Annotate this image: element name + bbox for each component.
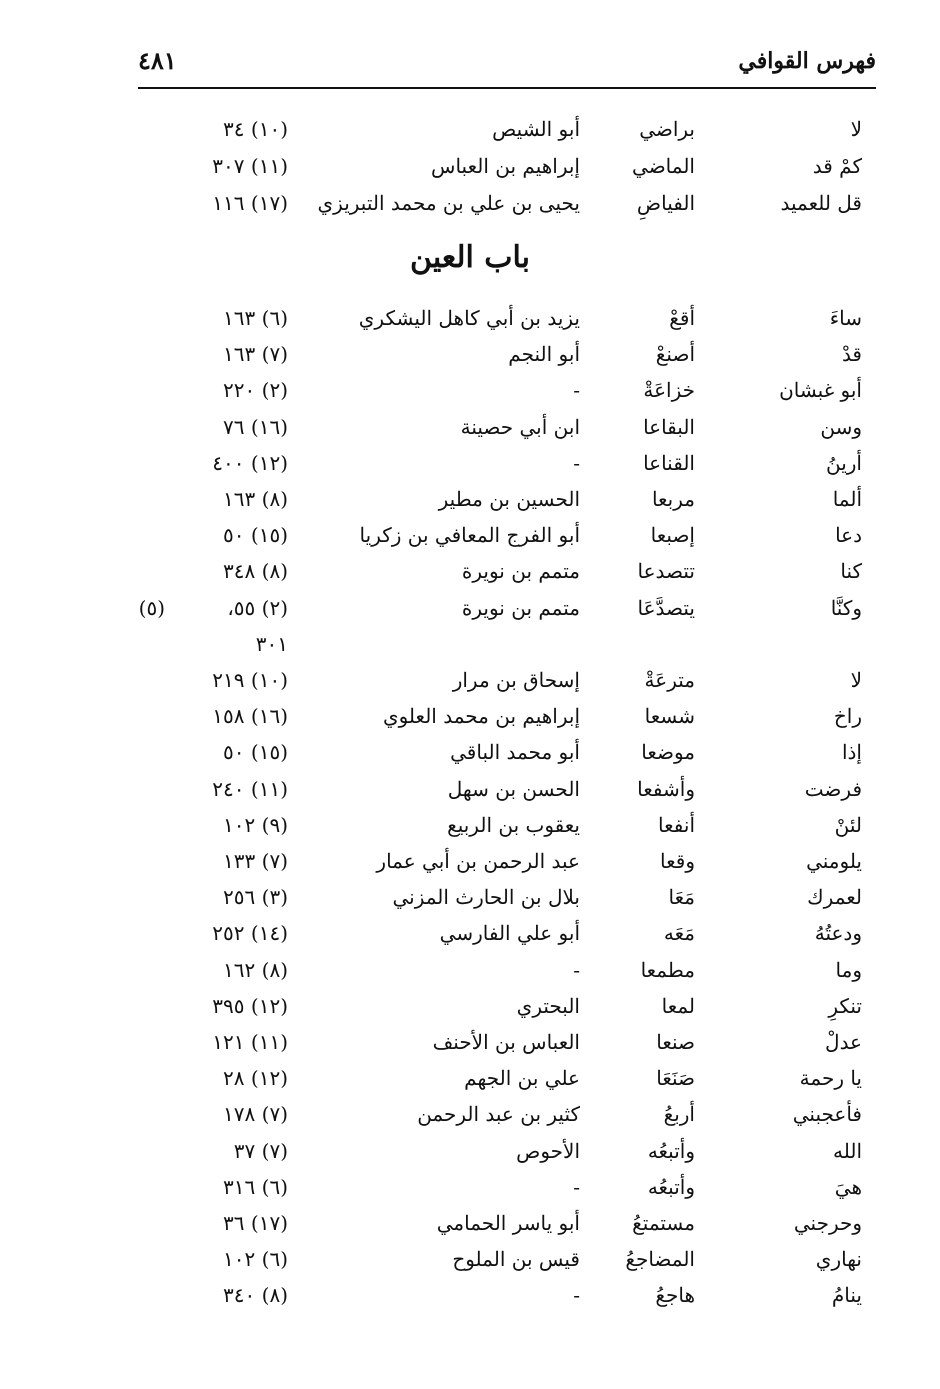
first-word: تنكرِ	[828, 993, 862, 1018]
rhyme-word: مطمعا	[640, 957, 695, 982]
poet-name: متمم بن نويرة	[461, 595, 580, 620]
index-row	[0, 880, 940, 914]
index-row	[0, 112, 940, 146]
page-reference: (٨) ١٦٣	[223, 487, 288, 511]
rhyme-word: صَنَعَا	[656, 1066, 695, 1091]
rhyme-word: خزاعَةْ	[643, 378, 695, 403]
section-title: باب العين	[409, 240, 530, 275]
header-rule	[138, 87, 876, 89]
index-row	[0, 591, 940, 625]
index-row	[0, 1206, 940, 1240]
index-row	[0, 1170, 940, 1204]
first-word: لا	[850, 117, 862, 141]
rhyme-word: القناعا	[643, 450, 695, 475]
page-reference: (٢) ٥٥،	[227, 595, 288, 620]
poet-name: العباس بن الأحنف	[432, 1030, 580, 1054]
page-reference: (٨) ٣٤٨	[223, 559, 288, 584]
rhyme-word: موضعا	[641, 740, 695, 765]
index-row	[0, 916, 940, 950]
page-reference: (٨) ٣٤٠	[223, 1283, 288, 1308]
index-row	[0, 627, 940, 661]
page-reference: (١٠) ٢١٩	[212, 668, 288, 692]
poet-name: أبو النجم	[508, 342, 580, 367]
page-reference: (١١) ٢٤٠	[212, 776, 288, 801]
index-row	[0, 373, 940, 407]
index-row	[0, 844, 940, 878]
page-reference: (١٢) ٢٨	[223, 1066, 288, 1091]
first-word: وكنَّا	[830, 595, 862, 620]
index-row	[0, 772, 940, 806]
rhyme-word: شسعا	[644, 704, 695, 729]
poet-name: بلال بن الحارث المزني	[392, 885, 580, 910]
first-word: وما	[835, 957, 862, 982]
first-word: ينامُ	[831, 1283, 862, 1308]
rhyme-word: مَعَا	[668, 885, 695, 910]
index-row	[0, 301, 940, 335]
page-reference: (٧) ١٦٣	[223, 342, 288, 367]
rhyme-word: براضي	[639, 117, 695, 141]
first-word: لعمرك	[807, 885, 862, 910]
first-word: هيَ	[834, 1174, 862, 1199]
rhyme-word: مستمتعُ	[632, 1211, 695, 1235]
first-word: ساءَ	[829, 306, 862, 330]
first-word: راخ	[833, 704, 862, 729]
first-word: أبو غبشان	[779, 378, 862, 403]
page-number: ٤٨١	[138, 46, 177, 75]
rhyme-word: أربعُ	[663, 1102, 695, 1127]
first-word: قل للعميد	[780, 191, 862, 215]
index-row	[0, 1134, 940, 1168]
first-word: الله	[833, 1138, 862, 1163]
index-row	[0, 518, 940, 552]
poet-name: يعقوب بن الربيع	[447, 812, 580, 837]
page-reference: (٢) ٢٢٠	[223, 378, 288, 403]
rhyme-word: أصنعْ	[655, 342, 695, 367]
page-reference: (٨) ١٦٢	[223, 957, 288, 982]
first-word: وحرجني	[793, 1211, 862, 1235]
poet-name: متمم بن نويرة	[461, 559, 580, 584]
poet-name: ابن أبي حصينة	[460, 414, 580, 439]
index-row	[0, 446, 940, 480]
index-row	[0, 1061, 940, 1095]
rhyme-word: الماضي	[632, 154, 695, 178]
page-reference: (١٦) ٧٦	[223, 414, 288, 439]
rhyme-word: أنفعا	[658, 812, 695, 837]
poet-name: أبو الشيص	[492, 117, 580, 141]
first-word: لا	[850, 668, 862, 692]
poet-name: الحسين بن مطير	[438, 487, 580, 511]
index-row	[0, 410, 940, 444]
poet-name: -	[573, 1174, 580, 1199]
page-reference: (٦) ١٠٢	[223, 1247, 288, 1272]
page-reference: (١٥) ٥٠	[223, 740, 288, 765]
first-word: يا رحمة	[799, 1066, 862, 1091]
first-word: أرينُ	[825, 450, 862, 475]
rhyme-word: تتصدعا	[637, 559, 695, 584]
index-row	[0, 699, 940, 733]
index-row	[0, 482, 940, 516]
poet-name: يحيى بن علي بن محمد التبريزي	[317, 191, 580, 215]
poet-name: -	[573, 450, 580, 475]
page-reference: (٦) ١٦٣	[223, 306, 288, 330]
poet-name: إبراهيم بن العباس	[431, 154, 580, 178]
first-word: دعا	[835, 523, 862, 548]
page-reference: (١٦) ١٥٨	[212, 704, 288, 729]
index-row	[0, 1025, 940, 1059]
first-word: ألما	[832, 487, 862, 511]
index-row	[0, 808, 940, 842]
poet-name: قيس بن الملوح	[452, 1247, 580, 1272]
poet-name: الحسن بن سهل	[447, 776, 580, 801]
poet-name: إسحاق بن مرار	[452, 668, 580, 692]
poet-name: الأحوص	[516, 1138, 580, 1163]
poet-name: -	[573, 378, 580, 403]
first-word: ودعتُهُ	[814, 921, 862, 946]
poet-name: عبد الرحمن بن أبي عمار	[376, 849, 580, 873]
rhyme-word: أقعْ	[669, 306, 695, 330]
page-reference: (٧) ١٧٨	[223, 1102, 288, 1127]
poet-name: أبو محمد الباقي	[450, 740, 580, 765]
first-word: كمْ قد	[812, 154, 862, 178]
index-row	[0, 1097, 940, 1131]
first-word: قدْ	[841, 342, 862, 367]
rhyme-word: الفياضِ	[636, 191, 695, 215]
page-reference: (١٧) ٣٦	[223, 1211, 288, 1235]
first-word: نهاري	[815, 1247, 862, 1272]
poet-name: أبو ياسر الحمامي	[436, 1211, 580, 1235]
page-reference: (٧) ١٣٣	[223, 849, 288, 873]
first-word: وسن	[820, 414, 862, 439]
index-row	[0, 186, 940, 220]
poet-name: يزيد بن أبي كاهل اليشكري	[358, 306, 580, 330]
footnote-marker: (٥)	[138, 595, 165, 620]
poet-name: كثير بن عبد الرحمن	[417, 1102, 580, 1127]
rhyme-word: المضاجعُ	[625, 1247, 695, 1272]
rhyme-word: إصبعا	[650, 523, 695, 548]
first-word: فرضت	[804, 776, 862, 801]
index-row	[0, 554, 940, 588]
poet-name: إبراهيم بن محمد العلوي	[382, 704, 580, 729]
rhyme-word: وأتبعُه	[647, 1174, 695, 1199]
first-word: عدلْ	[825, 1030, 862, 1054]
page-reference: (٩) ١٠٢	[223, 812, 288, 837]
rhyme-word: وأتبعُه	[647, 1138, 695, 1163]
poet-name: علي بن الجهم	[464, 1066, 580, 1091]
poet-name: -	[573, 957, 580, 982]
index-row	[0, 337, 940, 371]
rhyme-word: هاجعُ	[655, 1283, 695, 1308]
index-row	[0, 663, 940, 697]
page-reference: (١٥) ٥٠	[223, 523, 288, 548]
rhyme-word: يتصدَّعَا	[637, 595, 695, 620]
running-title: فهرس القوافي	[738, 48, 876, 74]
rhyme-word: صنعا	[656, 1030, 695, 1054]
index-row	[0, 1278, 940, 1312]
page-reference: (٧) ٣٧	[233, 1138, 288, 1163]
poet-name: أبو الفرج المعافي بن زكريا	[359, 523, 580, 548]
page-reference: (١٤) ٢٥٢	[212, 921, 288, 946]
rhyme-word: مَعَه	[663, 921, 695, 946]
poet-name: البحتري	[516, 993, 580, 1018]
page-reference: (٣) ٢٥٦	[223, 885, 288, 910]
page-reference: (٦) ٣١٦	[223, 1174, 288, 1199]
page-reference: (١١) ٣٠٧	[212, 154, 288, 178]
rhyme-word: وقعا	[660, 849, 695, 873]
page-header	[138, 40, 876, 86]
index-row	[0, 989, 940, 1023]
rhyme-word: لمعا	[661, 993, 695, 1018]
index-row	[0, 149, 940, 183]
page-reference: (١٢) ٤٠٠	[212, 450, 288, 475]
poet-name: أبو علي الفارسي	[439, 921, 580, 946]
first-word: لئنْ	[834, 812, 862, 837]
first-word: يلومني	[806, 849, 862, 873]
first-word: إذا	[841, 740, 862, 765]
rhyme-word: مترعَةْ	[644, 668, 695, 692]
rhyme-word: مربعا	[651, 487, 695, 511]
first-word: فأعجبني	[792, 1102, 862, 1127]
index-row	[0, 1242, 940, 1276]
page-reference: (١٧) ١١٦	[212, 191, 288, 215]
poet-name: -	[573, 1283, 580, 1308]
index-row	[0, 735, 940, 769]
page-reference: ٣٠١	[255, 631, 288, 656]
first-word: كنا	[840, 559, 862, 584]
page-reference: (١٠) ٣٤	[223, 117, 288, 141]
index-row	[0, 953, 940, 987]
rhyme-word: وأشفعا	[637, 776, 695, 801]
page-reference: (١١) ١٢١	[212, 1030, 288, 1054]
page-reference: (١٢) ٣٩٥	[212, 993, 288, 1018]
rhyme-word: البقاعا	[643, 414, 695, 439]
